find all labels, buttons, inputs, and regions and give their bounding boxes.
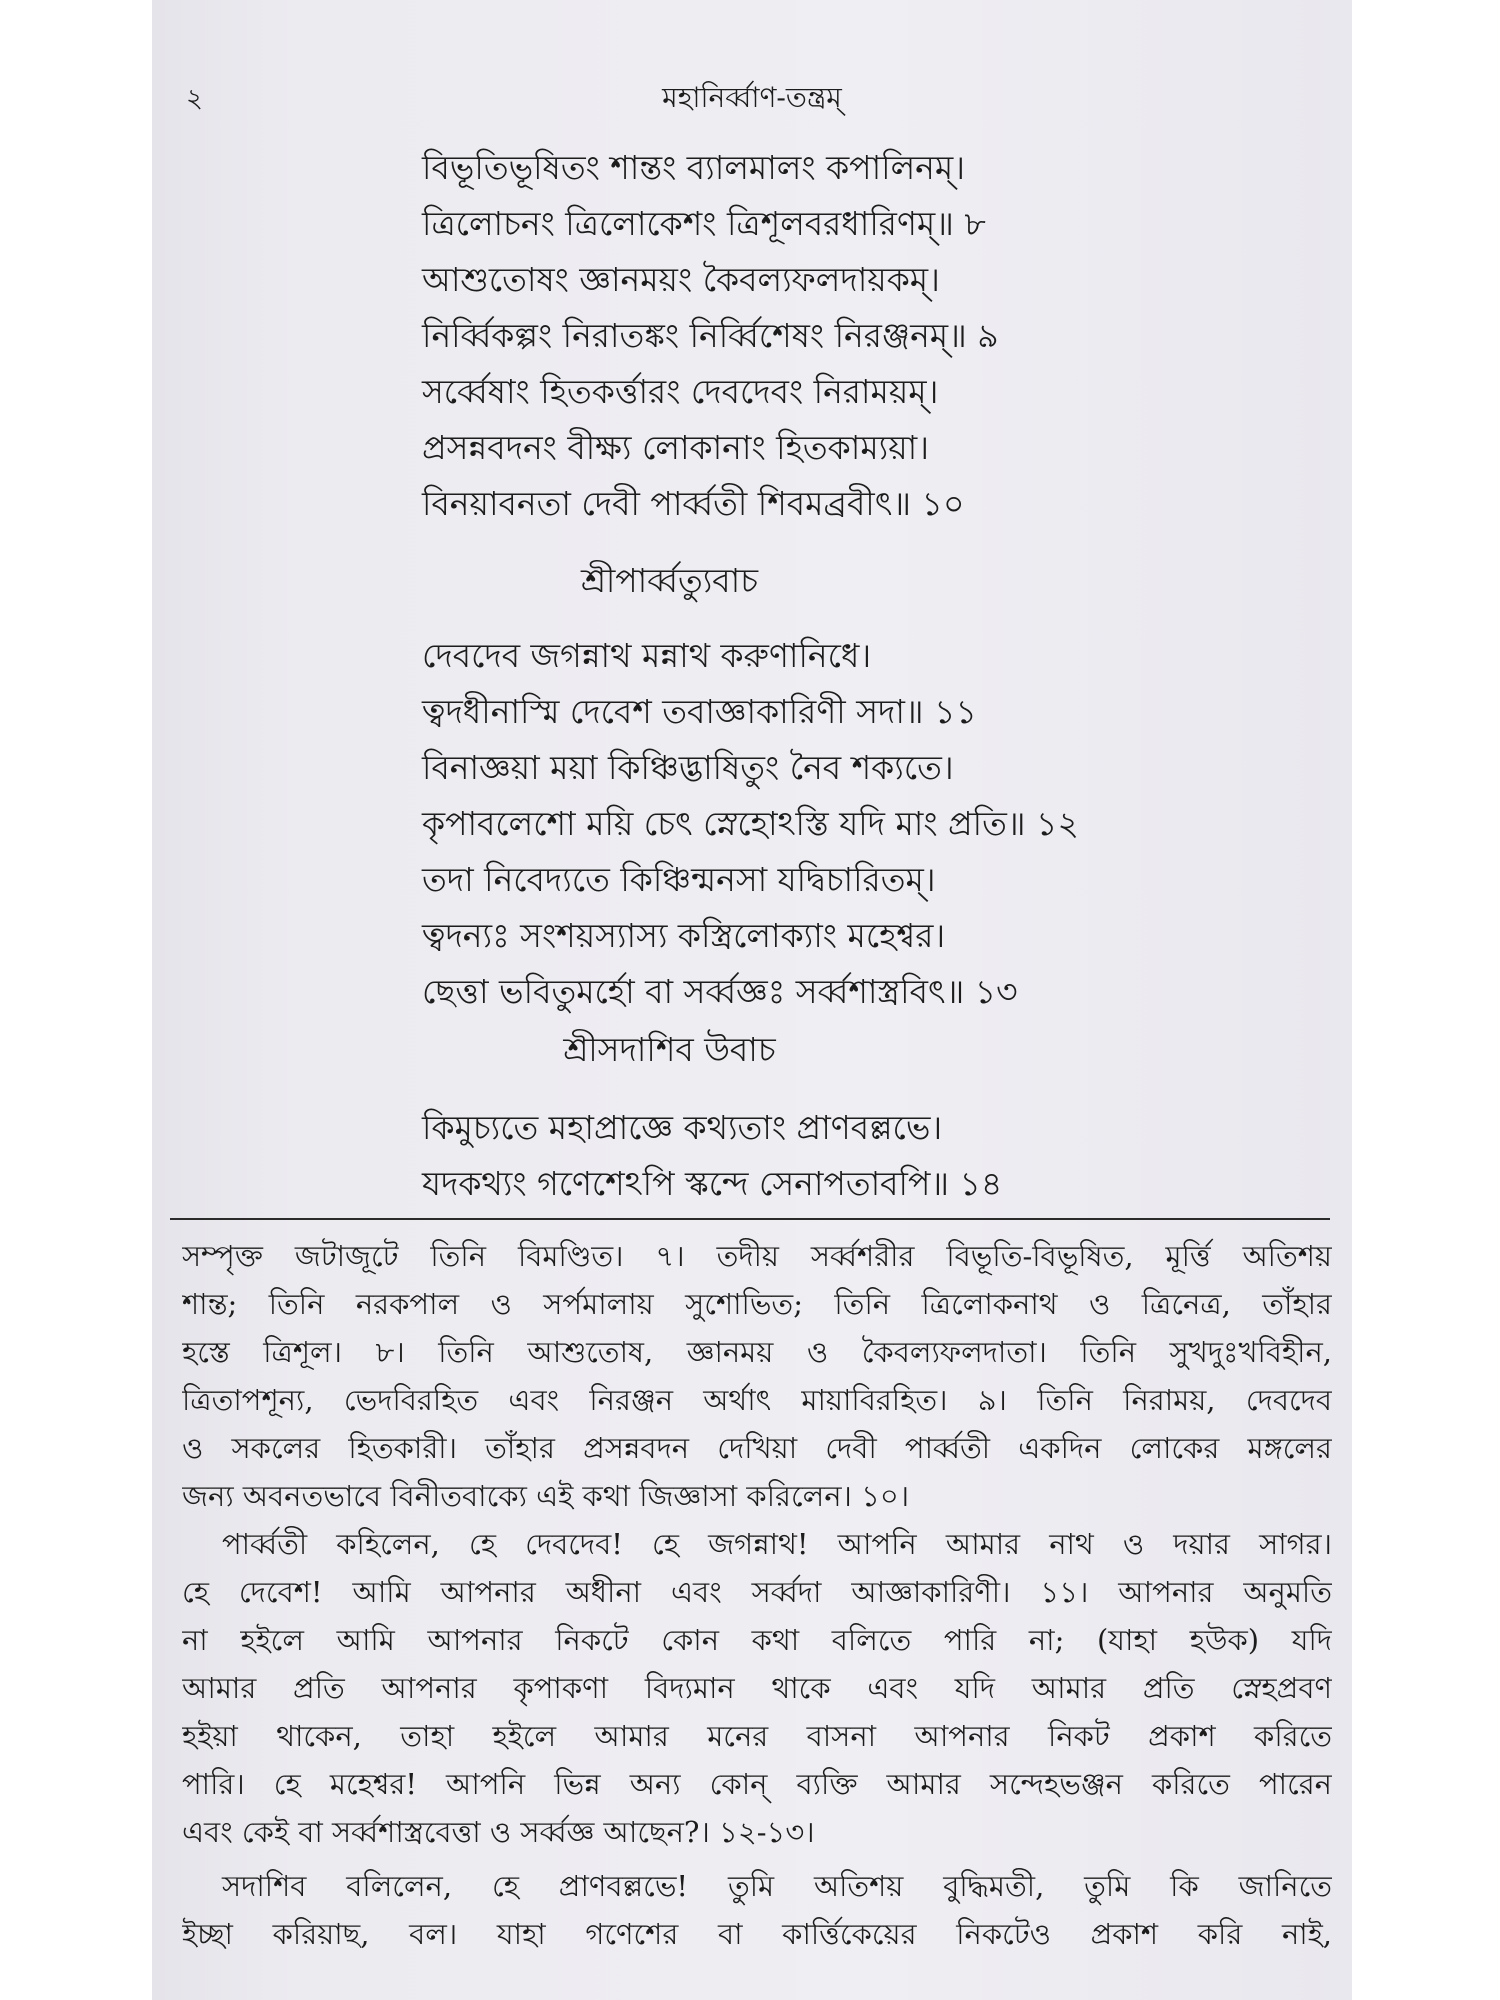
verse-line: বিনাজ্ঞয়া ময়া কিঞ্চিদ্ভাষিতুং নৈব শক্যতে। (422, 748, 954, 787)
commentary-line: এবং কেই বা সর্ব্বশাস্ত্রবেত্তা ও সর্ব্বজ্ঞ আছেন?। ১২-১৩। (182, 1815, 815, 1849)
verse-line: প্রসন্নবদনং বীক্ষ্য লোকানাং হিতকাম্যয়া। (422, 428, 930, 467)
section-heading-parvati: শ্রীপার্ব্বত্যুবাচ (580, 561, 759, 600)
verse-block-8-10 (422, 140, 1322, 532)
commentary-line: পারি। হে মহেশ্বর! আপনি ভিন্ন অন্য কোন্ ব্যক্তি আমার সন্দেহভঞ্জন করিতে পারেন (182, 1767, 1332, 1801)
verse-line: কিমুচ্যতে মহাপ্রাজ্ঞে কথ্যতাং প্রাণবল্লভে। (422, 1108, 943, 1147)
book-page (152, 0, 1352, 2000)
commentary-line: ও সকলের হিতকারী। তাঁহার প্রসন্নবদন দেখিয়া দেবী পার্ব্বতী একদিন লোকের মঙ্গলের (182, 1431, 1332, 1465)
verse-line: বিভূতিভূষিতং শান্তং ব্যালমালং কপালিনম্। (422, 148, 965, 187)
commentary-line: ত্রিতাপশূন্য, ভেদবিরহিত এবং নিরঞ্জন অর্থাৎ মায়াবিরহিত। ৯। তিনি নিরাময়, দেবদেব (182, 1383, 1332, 1417)
commentary-paragraph-3 (182, 1862, 1332, 1958)
verse-line: ত্বদন্যঃ সংশয়স্যাস্য কস্ত্রিলোক্যাং মহেশ্বর। (422, 916, 946, 955)
verse-line: ছেত্তা ভবিতুমর্হো বা সর্ব্বজ্ঞঃ সর্ব্বশাস্ত্রবিৎ॥ ১৩ (422, 972, 1018, 1011)
running-head: মহানির্ব্বাণ-তন্ত্রম্ (662, 81, 842, 114)
commentary (182, 1232, 1332, 1958)
verse-line: বিনয়াবনতা দেবী পার্ব্বতী শিবমব্রবীৎ॥ ১০ (422, 484, 965, 523)
verse-line: ত্রিলোচনং ত্রিলোকেশং ত্রিশূলবরধারিণম্॥ ৮ (422, 204, 986, 243)
commentary-line: ইচ্ছা করিয়াছ, বল। যাহা গণেশের বা কার্ত্তিকেয়ের নিকটেও প্রকাশ করি নাই, (182, 1917, 1332, 1951)
verse-block-14 (422, 1100, 1322, 1212)
commentary-line: না হইলে আমি আপনার নিকটে কোন কথা বলিতে পারি না; (যাহা হউক) যদি (182, 1623, 1332, 1657)
commentary-line: পার্ব্বতী কহিলেন, হে দেবদেব! হে জগন্নাথ! আপনি আমার নাথ ও দয়ার সাগর। (222, 1527, 1332, 1561)
commentary-line: হইয়া থাকেন, তাহা হইলে আমার মনের বাসনা আপনার নিকট প্রকাশ করিতে (182, 1719, 1332, 1753)
verse-line: নির্ব্বিকল্পং নিরাতঙ্কং নির্ব্বিশেষং নিরঞ্জনম্॥ ৯ (422, 316, 999, 355)
commentary-line: জন্য অবনতভাবে বিনীতবাক্যে এই কথা জিজ্ঞাসা করিলেন। ১০। (182, 1479, 910, 1513)
commentary-line: সদাশিব বলিলেন, হে প্রাণবল্লভে! তুমি অতিশয় বুদ্ধিমতী, তুমি কি জানিতে (222, 1869, 1332, 1903)
commentary-line: শান্ত; তিনি নরকপাল ও সর্পমালায় সুশোভিত; তিনি ত্রিলোকনাথ ও ত্রিনেত্র, তাঁহার (182, 1287, 1332, 1321)
verse-line: সর্ব্বেষাং হিতকর্ত্তারং দেবদেবং নিরাময়ম্। (422, 372, 939, 411)
verse-line: আশুতোষং জ্ঞানময়ং কৈবল্যফলদায়কম্। (422, 260, 940, 299)
commentary-line: হস্তে ত্রিশূল। ৮। তিনি আশুতোষ, জ্ঞানময় ও কৈবল্যফলদাতা। তিনি সুখদুঃখবিহীন, (182, 1335, 1332, 1369)
commentary-line: আমার প্রতি আপনার কৃপাকণা বিদ্যমান থাকে এবং যদি আমার প্রতি স্নেহপ্রবণ (182, 1671, 1332, 1705)
commentary-divider (170, 1218, 1330, 1220)
commentary-line: সম্পৃক্ত জটাজূটে তিনি বিমণ্ডিত। ৭। তদীয় সর্ব্বশরীর বিভূতি-বিভূষিত, মূর্ত্তি অতিশয় (182, 1239, 1332, 1273)
commentary-line: হে দেবেশ! আমি আপনার অধীনা এবং সর্ব্বদা আজ্ঞাকারিণী। ১১। আপনার অনুমতি (182, 1575, 1332, 1609)
page-number: ২ (186, 84, 203, 114)
section-heading-sadashiva: শ্রীসদাশিব উবাচ (563, 1030, 776, 1069)
verse-line: ত্বদধীনাস্মি দেবেশ তবাজ্ঞাকারিণী সদা॥ ১১ (422, 692, 977, 731)
verse-line: তদা নিবেদ্যতে কিঞ্চিন্মনসা যদ্বিচারিতম্। (422, 860, 936, 899)
verse-line: দেবদেব জগন্নাথ মন্নাথ করুণানিধে। (422, 636, 872, 675)
verse-line: যদকথ্যং গণেশেঽপি স্কন্দে সেনাপতাবপি॥ ১৪ (422, 1164, 1003, 1203)
verse-line: কৃপাবলেশো ময়ি চেৎ স্নেহোঽস্তি যদি মাং প্রতি॥ ১২ (422, 804, 1079, 843)
commentary-paragraph-2 (182, 1520, 1332, 1856)
commentary-paragraph-1 (182, 1232, 1332, 1520)
verse-block-11-13 (422, 628, 1322, 1020)
